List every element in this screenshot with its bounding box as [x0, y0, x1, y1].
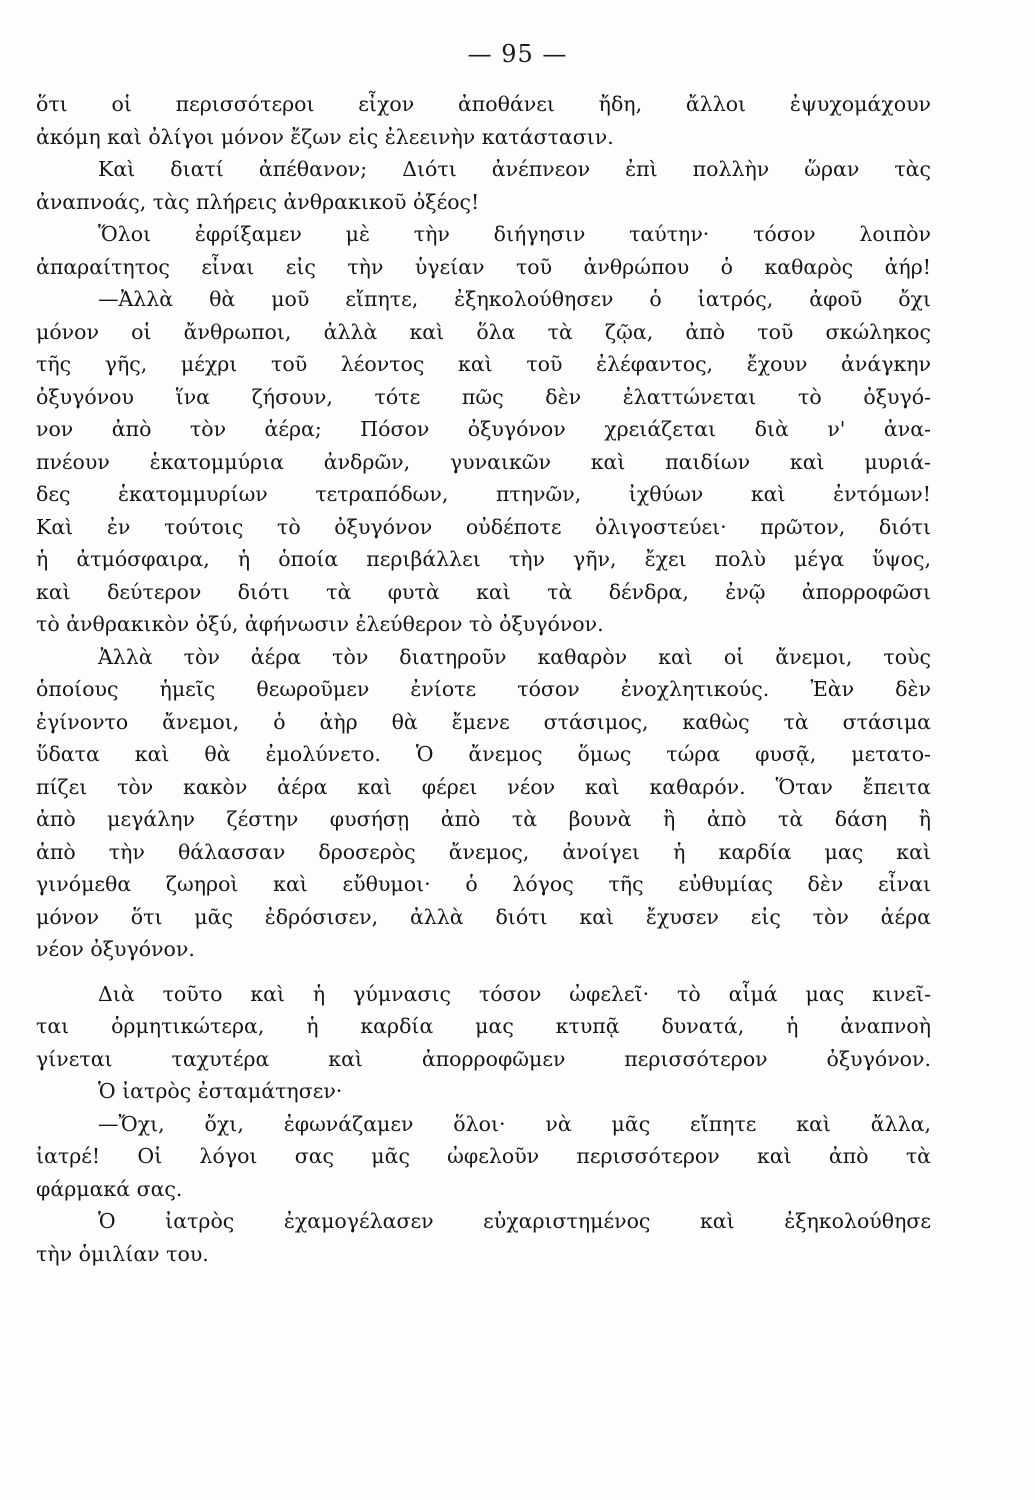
text-line: —Ἀλλὰ θὰ μοῦ εἴπητε, ἐξηκολούθησεν ὁ ἰατρός, ἀφοῦ ὄχι: [98, 287, 931, 311]
text-line: τὸ ἀνθρακικὸν ὀξύ, ἀφήνωσιν ἐλεύθερον τὸ ὀξυγόνον.: [36, 612, 604, 636]
text-line: ἐγίνοντο ἄνεμοι, ὁ ἀὴρ θὰ ἔμενε στάσιμος, καθὼς τὰ στάσιμα: [36, 709, 931, 734]
text-line: καὶ δεύτερον διότι τὰ φυτὰ καὶ τὰ δένδρα, ἐνῷ ἀπορροφῶσι: [36, 579, 931, 604]
text-line: Διὰ τοῦτο καὶ ἡ γύμνασις τόσον ὠφελεῖ· τὸ αἷμά μας κινεῖ-: [98, 981, 931, 1006]
body-text: [36, 88, 931, 1270]
text-line: νέον ὀξυγόνον.: [36, 937, 195, 961]
text-line: Ὁ ἰατρὸς ἐχαμογέλασεν εὐχαριστημένος καὶ ἐξηκολούθησε: [98, 1209, 931, 1233]
text-line: νον ἀπὸ τὸν ἀέρα; Πόσον ὀξυγόνον χρειάζεται διὰ ν' ἀνα-: [36, 417, 931, 441]
page-number: — 95 —: [467, 40, 568, 68]
text-line: Ὅλοι ἐφρίξαμεν μὲ τὴν διήγησιν ταύτην· τόσον λοιπὸν: [98, 222, 931, 246]
text-line: Καὶ ἐν τούτοις τὸ ὀξυγόνον οὐδέποτε ὀλιγοστεύει· πρῶτον, διότι: [36, 514, 931, 539]
text-line: γίνεται ταχυτέρα καὶ ἀπορροφῶμεν περισσότερον ὀξυγόνον.: [36, 1046, 931, 1071]
text-line: Ὁ ἰατρὸς ἐσταμάτησεν·: [98, 1079, 343, 1103]
text-line: Ἀλλὰ τὸν ἀέρα τὸν διατηροῦν καθαρὸν καὶ οἱ ἄνεμοι, τοὺς: [98, 644, 931, 669]
text-line: ἀπαραίτητος εἶναι εἰς τὴν ὑγείαν τοῦ ἀνθρώπου ὁ καθαρὸς ἀήρ!: [36, 254, 931, 279]
text-line: ὀξυγόνου ἵνα ζήσουν, τότε πῶς δὲν ἐλαττώνεται τὸ ὀξυγό-: [36, 384, 931, 409]
text-line: μόνον οἱ ἄνθρωποι, ἀλλὰ καὶ ὅλα τὰ ζῷα, ἀπὸ τοῦ σκώληκος: [36, 319, 931, 344]
text-line: δες ἑκατομμυρίων τετραπόδων, πτηνῶν, ἰχθύων καὶ ἐντόμων!: [36, 482, 931, 506]
text-line: τὴν ὁμιλίαν του.: [36, 1241, 209, 1266]
text-line: ἡ ἀτμόσφαιρα, ἡ ὁποία περιβάλλει τὴν γῆν, ἔχει πολὺ μέγα ὕψος,: [36, 547, 931, 571]
text-line: ὕδατα καὶ θὰ ἐμολύνετο. Ὁ ἄνεμος ὅμως τώρα φυσᾷ, μετατο-: [36, 742, 931, 766]
text-line: φάρμακά σας.: [36, 1176, 183, 1201]
text-line: ἀκόμη καὶ ὀλίγοι μόνον ἔζων εἰς ἐλεεινὴν κατάστασιν.: [36, 124, 614, 149]
text-line: γινόμεθα ζωηροὶ καὶ εὔθυμοι· ὁ λόγος τῆς εὐθυμίας δὲν εἶναι: [36, 872, 931, 896]
text-line: πνέουν ἑκατομμύρια ἀνδρῶν, γυναικῶν καὶ παιδίων καὶ μυριά-: [36, 449, 931, 474]
text-line: ὅτι οἱ περισσότεροι εἶχον ἀποθάνει ἤδη, ἄλλοι ἐψυχομάχουν: [36, 92, 931, 116]
text-line: ἰατρέ! Οἱ λόγοι σας μᾶς ὠφελοῦν περισσότερον καὶ ἀπὸ τὰ: [36, 1144, 931, 1168]
text-line: Καὶ διατί ἀπέθανον; Διότι ἀνέπνεον ἐπὶ πολλὴν ὥραν τὰς: [98, 157, 931, 181]
text-line: μόνον ὅτι μᾶς ἐδρόσισεν, ἀλλὰ διότι καὶ ἔχυσεν εἰς τὸν ἀέρα: [36, 904, 931, 929]
text-line: —Ὄχι, ὄχι, ἐφωνάζαμεν ὅλοι· νὰ μᾶς εἴπητε καὶ ἄλλα,: [98, 1111, 931, 1136]
text-line: ἀπὸ τὴν θάλασσαν δροσερὸς ἄνεμος, ἀνοίγει ἡ καρδία μας καὶ: [36, 839, 931, 864]
text-line: πίζει τὸν κακὸν ἀέρα καὶ φέρει νέον καὶ καθαρόν. Ὅταν ἔπειτα: [36, 774, 931, 799]
text-line: ὁποίους ἡμεῖς θεωροῦμεν ἐνίοτε τόσον ἐνοχλητικούς. Ἐὰν δὲν: [36, 677, 931, 701]
text-line: ται ὁρμητικώτερα, ἡ καρδία μας κτυπᾷ δυνατά, ἡ ἀναπνοὴ: [36, 1014, 931, 1038]
text-line: ἀναπνοάς, τὰς πλήρεις ἀνθρακικοῦ ὀξέος!: [36, 189, 480, 214]
text-line: τῆς γῆς, μέχρι τοῦ λέοντος καὶ τοῦ ἐλέφαντος, ἔχουν ἀνάγκην: [36, 352, 931, 376]
text-line: ἀπὸ μεγάλην ζέστην φυσήσῃ ἀπὸ τὰ βουνὰ ἢ ἀπὸ τὰ δάση ἢ: [36, 807, 931, 831]
